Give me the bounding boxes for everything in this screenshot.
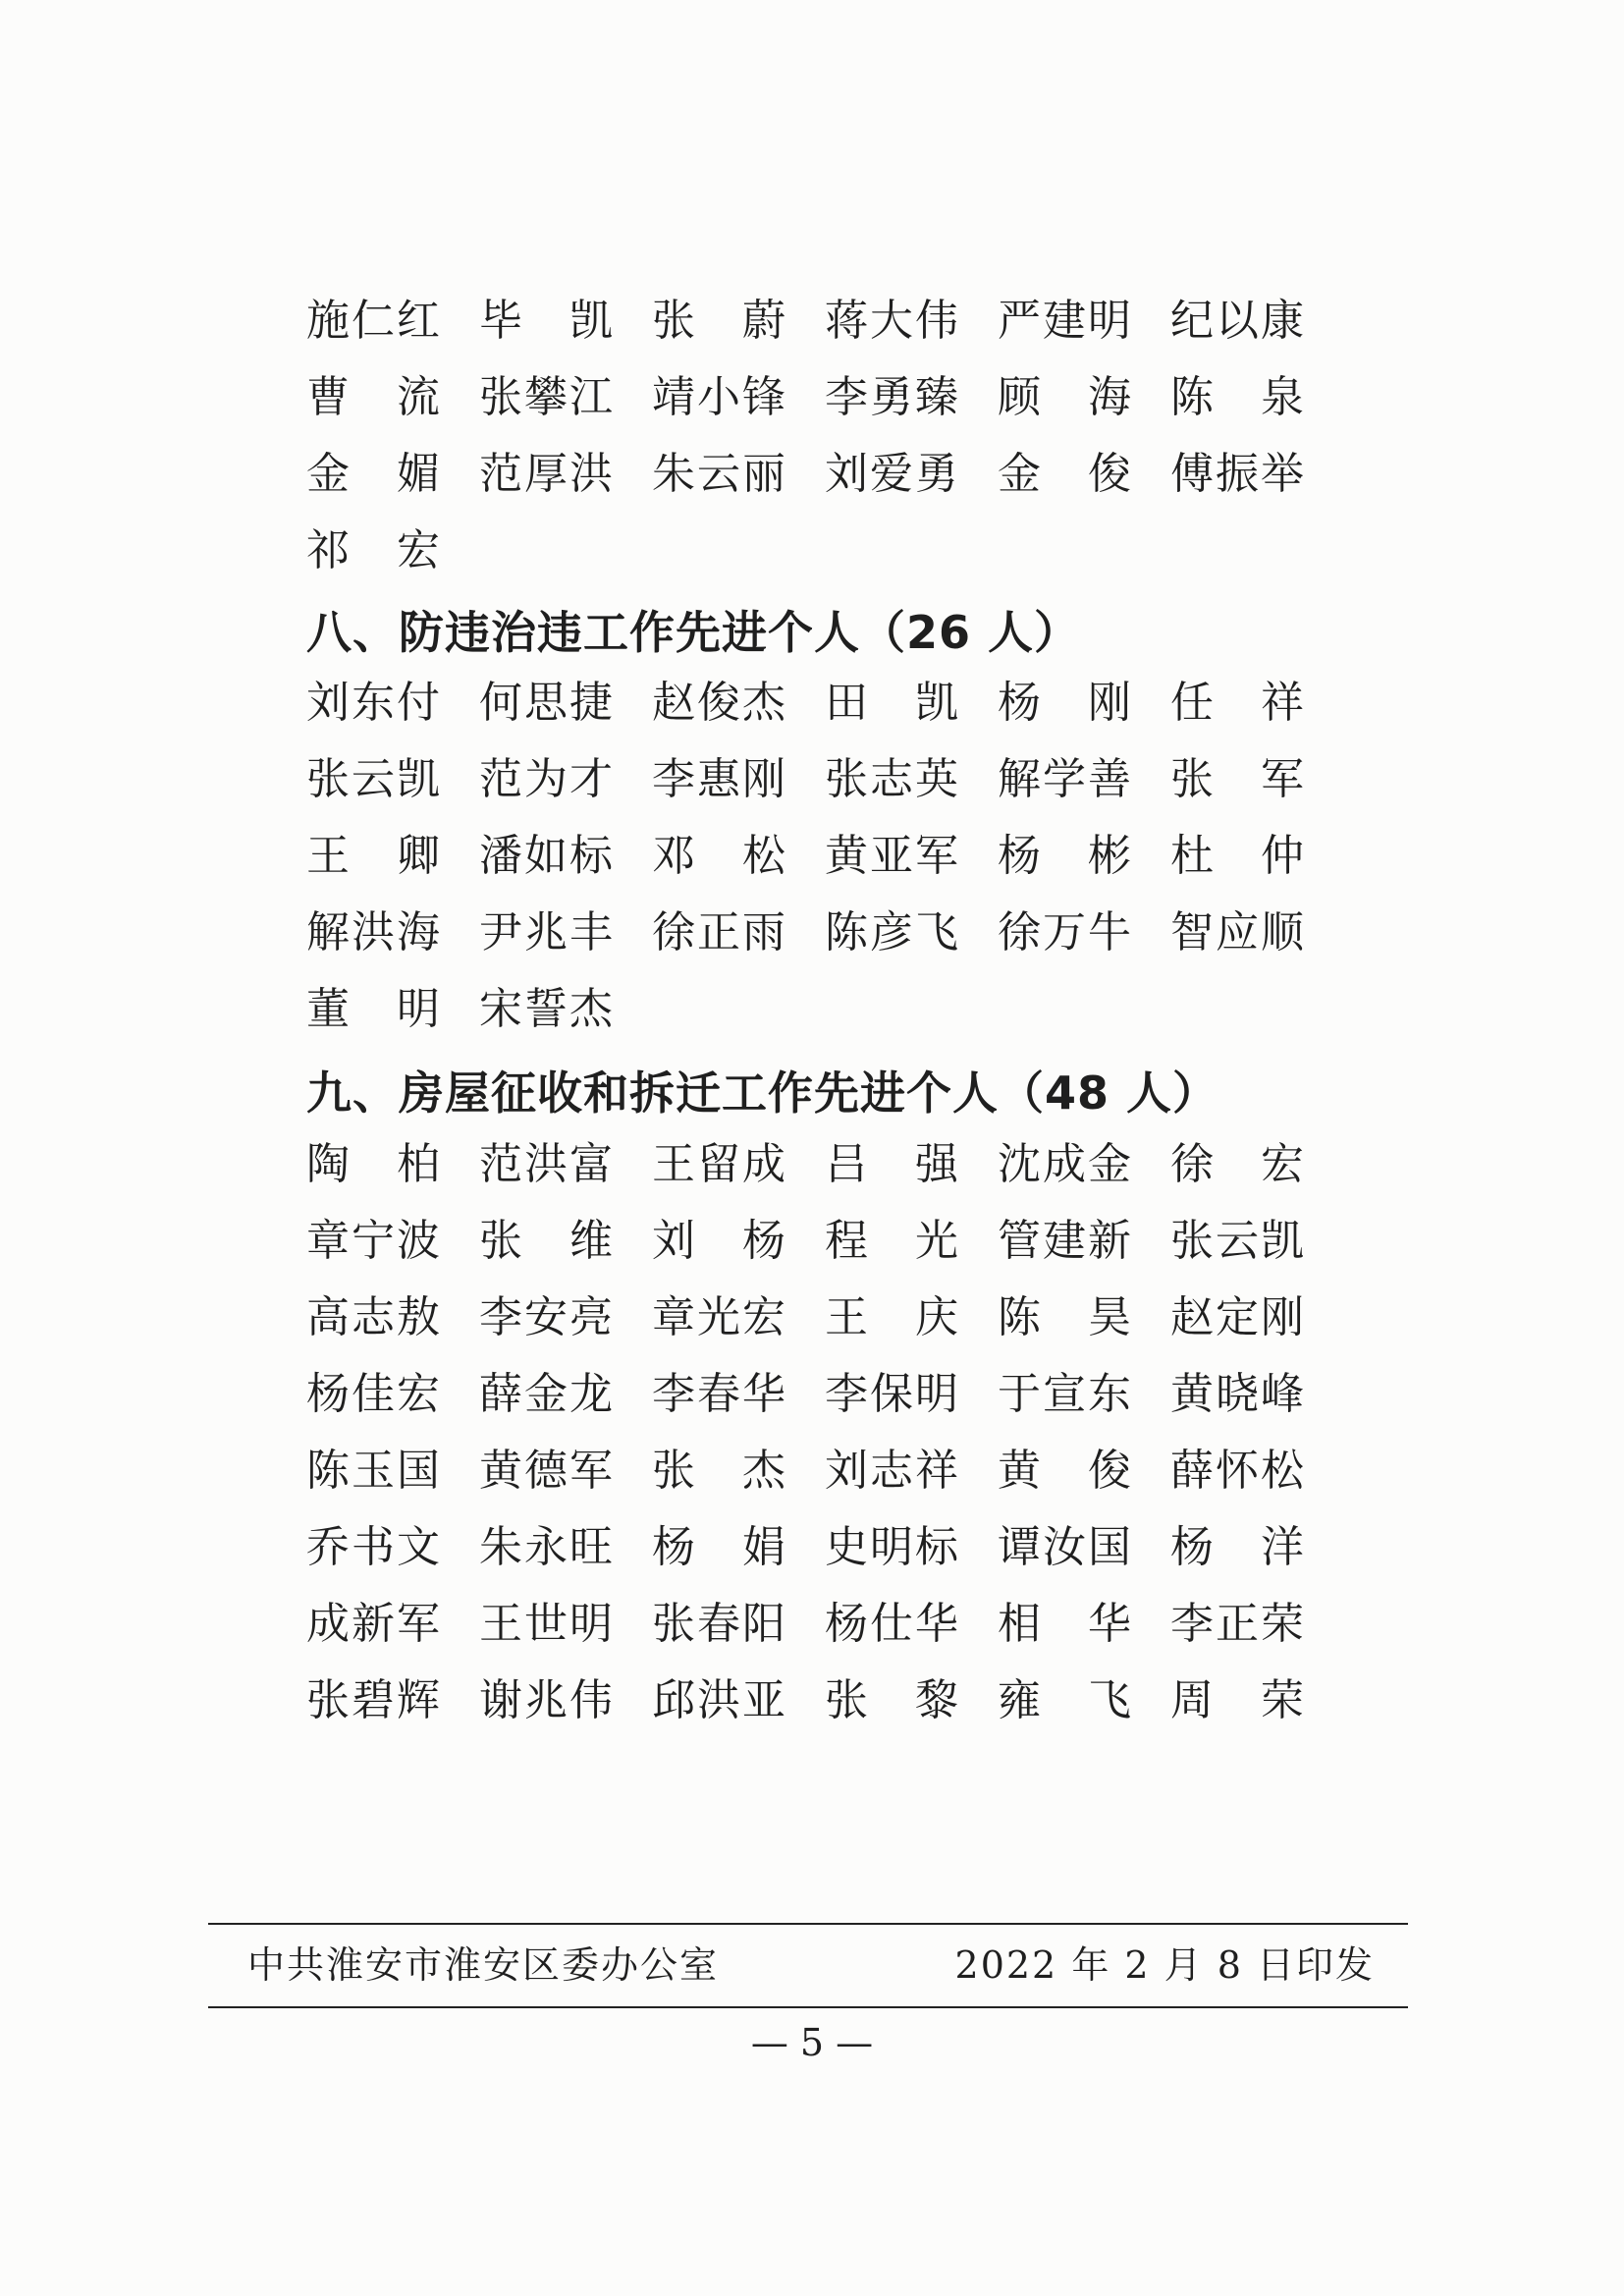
person-name: 祁 宏 — [306, 525, 442, 575]
person-name: 王留成 — [652, 1139, 787, 1189]
person-name: 管建新 — [998, 1216, 1133, 1266]
person-name: 杨佳宏 — [306, 1369, 442, 1419]
person-name: 范洪富 — [479, 1139, 615, 1189]
person-name: 刘志祥 — [825, 1446, 960, 1496]
person-name: 张攀江 — [479, 372, 615, 422]
names-block-continued — [306, 278, 1337, 584]
name-row — [306, 813, 1337, 890]
section-heading-8: 八、防违治违工作先进个人（26 人） — [306, 606, 1081, 659]
name-row — [306, 890, 1337, 966]
person-name: 刘 杨 — [652, 1216, 787, 1266]
person-name: 沈成金 — [998, 1139, 1133, 1189]
names-block-section-8 — [306, 660, 1337, 1043]
person-name: 于宣东 — [998, 1369, 1133, 1419]
person-name: 曹 流 — [306, 372, 442, 422]
person-name: 金 媚 — [306, 449, 442, 499]
person-name: 张碧辉 — [306, 1675, 442, 1725]
person-name: 邱洪亚 — [652, 1675, 787, 1725]
person-name: 杨 刚 — [998, 678, 1133, 728]
name-row — [306, 660, 1337, 737]
person-name: 章宁波 — [306, 1216, 442, 1266]
person-name: 蒋大伟 — [825, 296, 960, 346]
person-name: 张云凯 — [306, 754, 442, 804]
name-row — [306, 1275, 1337, 1351]
person-name: 纪以康 — [1170, 296, 1306, 346]
person-name: 成新军 — [306, 1599, 442, 1649]
person-name: 薛怀松 — [1170, 1446, 1306, 1496]
person-name: 杜 仲 — [1170, 831, 1306, 881]
person-name: 解洪海 — [306, 907, 442, 957]
person-name: 赵俊杰 — [652, 678, 787, 728]
name-row — [306, 1658, 1337, 1734]
footer-bottom-rule — [208, 2006, 1408, 2008]
person-name: 毕 凯 — [479, 296, 615, 346]
person-name: 程 光 — [825, 1216, 960, 1266]
name-row — [306, 508, 1337, 584]
person-name: 何思捷 — [479, 678, 615, 728]
person-name: 张春阳 — [652, 1599, 787, 1649]
person-name: 田 凯 — [825, 678, 960, 728]
person-name: 谭汝国 — [998, 1522, 1133, 1572]
person-name: 李勇臻 — [825, 372, 960, 422]
person-name: 徐万牛 — [998, 907, 1133, 957]
person-name: 严建明 — [998, 296, 1133, 346]
name-row — [306, 1504, 1337, 1581]
person-name: 周 荣 — [1170, 1675, 1306, 1725]
person-name: 董 明 — [306, 984, 442, 1034]
person-name: 杨仕华 — [825, 1599, 960, 1649]
section-heading-9: 九、房屋征收和拆迁工作先进个人（48 人） — [306, 1066, 1219, 1120]
person-name: 相 华 — [998, 1599, 1133, 1649]
name-row — [306, 1581, 1337, 1658]
person-name: 智应顺 — [1170, 907, 1306, 957]
person-name: 陈彦飞 — [825, 907, 960, 957]
person-name: 刘爱勇 — [825, 449, 960, 499]
person-name: 乔书文 — [306, 1522, 442, 1572]
person-name: 黄晓峰 — [1170, 1369, 1306, 1419]
person-name: 吕 强 — [825, 1139, 960, 1189]
name-row — [306, 737, 1337, 813]
person-name: 尹兆丰 — [479, 907, 615, 957]
person-name: 杨 娟 — [652, 1522, 787, 1572]
person-name: 刘东付 — [306, 678, 442, 728]
person-name: 薛金龙 — [479, 1369, 615, 1419]
person-name: 赵定刚 — [1170, 1292, 1306, 1342]
issue-date: 2022 年 2 月 8 日印发 — [954, 1943, 1375, 1987]
person-name: 李保明 — [825, 1369, 960, 1419]
footer-top-rule — [208, 1923, 1408, 1925]
person-name: 陈 昊 — [998, 1292, 1133, 1342]
person-name: 黄亚军 — [825, 831, 960, 881]
person-name: 靖小锋 — [652, 372, 787, 422]
name-row — [306, 1198, 1337, 1275]
person-name: 王世明 — [479, 1599, 615, 1649]
name-row — [306, 1351, 1337, 1428]
person-name: 张 杰 — [652, 1446, 787, 1496]
person-name: 杨 彬 — [998, 831, 1133, 881]
issuing-office: 中共淮安市淮安区委办公室 — [247, 1943, 720, 1987]
person-name: 李正荣 — [1170, 1599, 1306, 1649]
person-name: 施仁红 — [306, 296, 442, 346]
person-name: 陶 柏 — [306, 1139, 442, 1189]
person-name: 章光宏 — [652, 1292, 787, 1342]
person-name: 王 庆 — [825, 1292, 960, 1342]
person-name: 潘如标 — [479, 831, 615, 881]
person-name: 张 黎 — [825, 1675, 960, 1725]
person-name: 李春华 — [652, 1369, 787, 1419]
person-name: 谢兆伟 — [479, 1675, 615, 1725]
person-name: 张志英 — [825, 754, 960, 804]
person-name: 邓 松 — [652, 831, 787, 881]
person-name: 朱永旺 — [479, 1522, 615, 1572]
names-block-section-9 — [306, 1121, 1337, 1734]
person-name: 宋誓杰 — [479, 984, 615, 1034]
name-row — [306, 1121, 1337, 1198]
person-name: 解学善 — [998, 754, 1133, 804]
person-name: 李惠刚 — [652, 754, 787, 804]
person-name: 范厚洪 — [479, 449, 615, 499]
name-row — [306, 431, 1337, 508]
person-name: 高志敖 — [306, 1292, 442, 1342]
page-number: — 5 — — [750, 2021, 874, 2064]
person-name: 史明标 — [825, 1522, 960, 1572]
person-name: 黄德军 — [479, 1446, 615, 1496]
person-name: 金 俊 — [998, 449, 1133, 499]
person-name: 陈玉国 — [306, 1446, 442, 1496]
person-name: 黄 俊 — [998, 1446, 1133, 1496]
person-name: 傅振举 — [1170, 449, 1306, 499]
name-row — [306, 1428, 1337, 1504]
person-name: 徐正雨 — [652, 907, 787, 957]
person-name: 范为才 — [479, 754, 615, 804]
person-name: 张 军 — [1170, 754, 1306, 804]
person-name: 张 蔚 — [652, 296, 787, 346]
person-name: 徐 宏 — [1170, 1139, 1306, 1189]
person-name: 任 祥 — [1170, 678, 1306, 728]
person-name: 张 维 — [479, 1216, 615, 1266]
person-name: 李安亮 — [479, 1292, 615, 1342]
name-row — [306, 966, 1337, 1043]
person-name: 张云凯 — [1170, 1216, 1306, 1266]
name-row — [306, 278, 1337, 355]
person-name: 杨 洋 — [1170, 1522, 1306, 1572]
person-name: 雍 飞 — [998, 1675, 1133, 1725]
person-name: 王 卿 — [306, 831, 442, 881]
name-row — [306, 355, 1337, 431]
person-name: 顾 海 — [998, 372, 1133, 422]
person-name: 朱云丽 — [652, 449, 787, 499]
person-name: 陈 泉 — [1170, 372, 1306, 422]
